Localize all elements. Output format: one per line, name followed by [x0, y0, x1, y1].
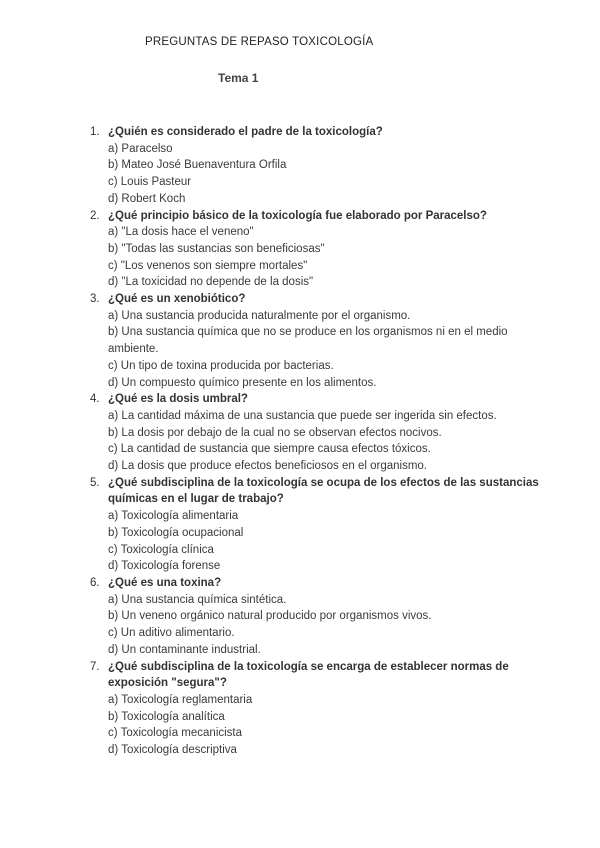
- question-number: 1.: [90, 126, 100, 138]
- question-text: ¿Qué subdisciplina de la toxicología se encarga de establecer normas de exposición "segura"?: [108, 660, 509, 690]
- option-d: d) Toxicología forense: [108, 560, 221, 573]
- question-number: 5.: [90, 476, 100, 489]
- question-number: 4.: [90, 393, 100, 406]
- option-d: d) Un contaminante industrial.: [108, 643, 261, 656]
- question-text: ¿Qué principio básico de la toxicología fue elaborado por Paracelso?: [108, 209, 487, 222]
- question-1: [90, 124, 540, 208]
- document-subtitle: Tema 1: [218, 71, 259, 85]
- option-a: a) Una sustancia química sintética.: [108, 593, 287, 606]
- option-a: a) Paracelso: [108, 142, 173, 155]
- question-text: ¿Quién es considerado el padre de la toxicología?: [108, 126, 383, 138]
- question-number: 6.: [90, 576, 100, 589]
- option-b: b) La dosis por debajo de la cual no se observan efectos nocivos.: [108, 426, 442, 439]
- question-text: ¿Qué subdisciplina de la toxicología se ocupa de los efectos de las sustancias químicas en el lugar de trabajo?: [108, 476, 539, 506]
- question-7: [90, 659, 540, 759]
- question-number: 2.: [90, 209, 100, 222]
- question-text: ¿Qué es la dosis umbral?: [108, 393, 248, 406]
- document-title: PREGUNTAS DE REPASO TOXICOLOGÍA: [145, 36, 374, 48]
- question-4: [90, 391, 540, 475]
- option-c: c) Un tipo de toxina producida por bacterias.: [108, 359, 334, 372]
- option-b: b) Un veneno orgánico natural producido por organismos vivos.: [108, 610, 432, 623]
- option-d: d) La dosis que produce efectos beneficiosos en el organismo.: [108, 460, 428, 473]
- option-a: a) Una sustancia producida naturalmente por el organismo.: [108, 309, 411, 322]
- option-c: c) Un aditivo alimentario.: [108, 627, 235, 640]
- question-number: 3.: [90, 293, 100, 306]
- option-d: d) Un compuesto químico presente en los alimentos.: [108, 376, 377, 389]
- question-3: [90, 291, 540, 391]
- option-a: a) Toxicología alimentaria: [108, 510, 239, 523]
- option-c: c) Toxicología clínica: [108, 543, 214, 556]
- option-b: b) Toxicología analítica: [108, 710, 225, 723]
- question-text: ¿Qué es una toxina?: [108, 576, 222, 589]
- option-d: d) Toxicología descriptiva: [108, 744, 237, 757]
- question-5: [90, 475, 540, 575]
- option-b: b) Una sustancia química que no se produce en los organismos ni en el medio ambiente.: [108, 326, 508, 356]
- option-c: c) Louis Pasteur: [108, 176, 192, 189]
- question-list: [90, 124, 540, 759]
- option-b: b) Toxicología ocupacional: [108, 526, 244, 539]
- option-b: b) Mateo José Buenaventura Orfila: [108, 159, 287, 172]
- option-b: b) "Todas las sustancias son beneficiosas": [108, 242, 325, 255]
- option-d: d) "La toxicidad no depende de la dosis": [108, 276, 314, 289]
- question-2: [90, 208, 540, 292]
- option-c: c) "Los venenos son siempre mortales": [108, 259, 308, 272]
- option-a: a) Toxicología reglamentaria: [108, 693, 253, 706]
- option-c: c) Toxicología mecanicista: [108, 727, 243, 740]
- question-text: ¿Qué es un xenobiótico?: [108, 293, 246, 306]
- option-d: d) Robert Koch: [108, 192, 186, 205]
- question-number: 7.: [90, 660, 100, 673]
- option-c: c) La cantidad de sustancia que siempre causa efectos tóxicos.: [108, 443, 431, 456]
- option-a: a) La cantidad máxima de una sustancia que puede ser ingerida sin efectos.: [108, 409, 497, 422]
- question-6: [90, 575, 540, 659]
- option-a: a) "La dosis hace el veneno": [108, 226, 254, 239]
